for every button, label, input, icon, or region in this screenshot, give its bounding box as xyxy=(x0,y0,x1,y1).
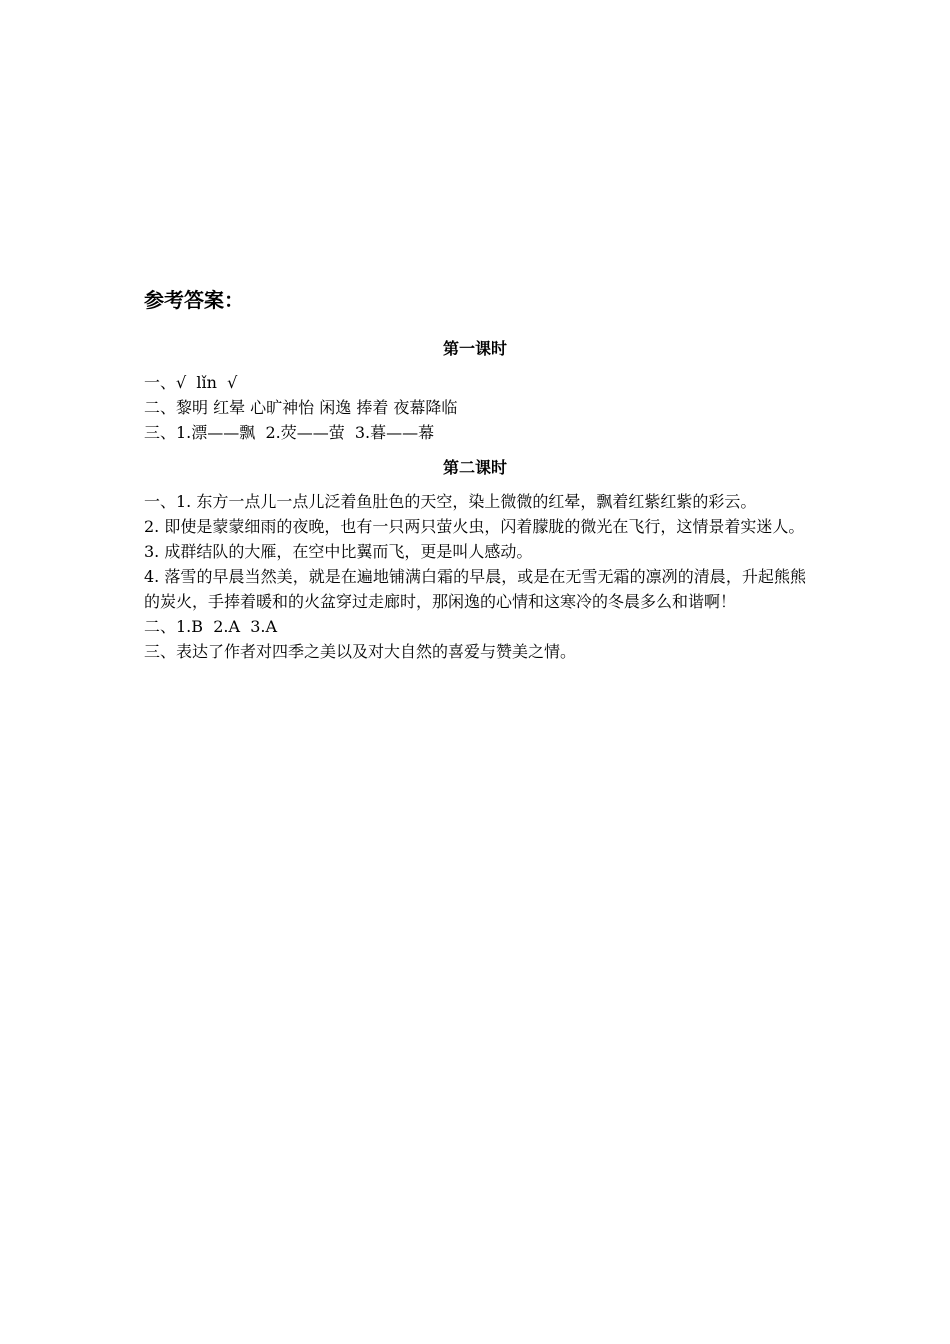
answer-line: 2. 即使是蒙蒙细雨的夜晚，也有一只两只萤火虫，闪着朦胧的微光在飞行，这情景着实迷人。 xyxy=(144,517,805,536)
section-heading-lesson-2: 第二课时 xyxy=(442,458,507,477)
answer-line: 4. 落雪的早晨当然美，就是在遍地铺满白霜的早晨，或是在无雪无霜的凛冽的清晨，升起熊熊的炭火，手捧着暖和的火盆穿过走廊时，那闲逸的心情和这寒冷的冬晨多么和谐啊！ xyxy=(144,567,806,611)
answer-line: 三、1.漂——飘 2.荧——萤 3.暮——幕 xyxy=(144,423,435,442)
answer-line: 二、1.B 2.A 3.A xyxy=(144,617,278,636)
answer-line: 三、表达了作者对四季之美以及对大自然的喜爱与赞美之情。 xyxy=(144,642,577,661)
document-title: 参考答案： xyxy=(144,288,244,312)
section-lesson-1 xyxy=(144,336,806,445)
answer-line: 一、√ lǐn √ xyxy=(144,373,238,392)
section-lesson-2 xyxy=(144,455,806,664)
answer-line: 3. 成群结队的大雁，在空中比翼而飞，更是叫人感动。 xyxy=(144,542,533,561)
answer-line: 二、黎明 红晕 心旷神怡 闲逸 捧着 夜幕降临 xyxy=(144,398,458,417)
answer-line: 一、1. 东方一点儿一点儿泛着鱼肚色的天空，染上微微的红晕，飘着红紫红紫的彩云。 xyxy=(144,492,757,511)
section-heading-lesson-1: 第一课时 xyxy=(442,339,507,358)
answer-document xyxy=(144,284,806,674)
